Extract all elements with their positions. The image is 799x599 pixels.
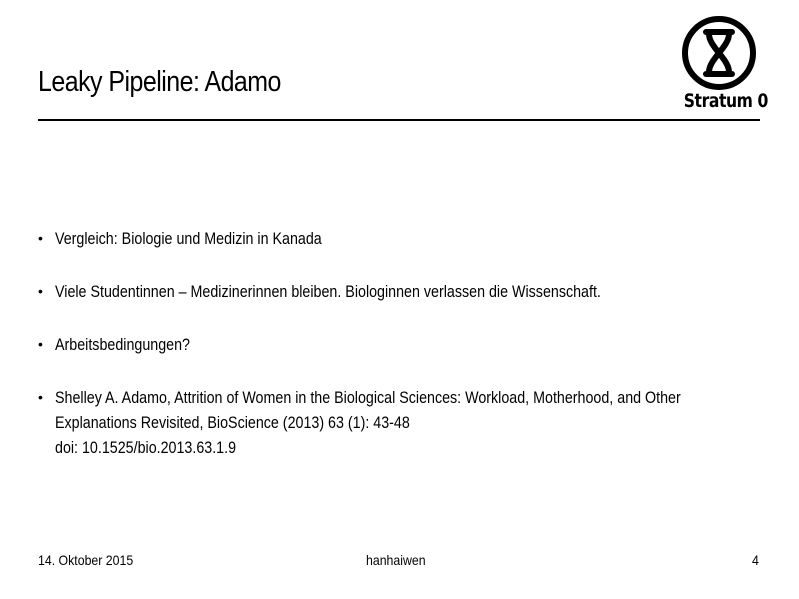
bullet-item-citation (38, 385, 768, 460)
bullet-item (38, 226, 768, 251)
bullet-item (38, 332, 768, 357)
bullet-text: Vergleich: Biologie und Medizin in Kanada (55, 229, 322, 248)
bullet-text: Viele Studentinnen – Medizinerinnen bleiben. Biologinnen verlassen die Wissenschaft. (55, 282, 601, 301)
bullet-marker: • (38, 389, 43, 405)
footer-date: 14. Oktober 2015 (38, 552, 134, 568)
stratum0-logo (676, 14, 768, 118)
bullet-marker: • (38, 230, 43, 246)
bullet-marker: • (38, 283, 43, 299)
logo-text: Stratum 0 (683, 90, 768, 112)
footer-author: hanhaiwen (366, 552, 426, 568)
footer-page-number: 4 (752, 552, 759, 568)
citation-line: Explanations Revisited, BioScience (2013) 63 (1): 43-48 (55, 413, 410, 432)
slide-title: Leaky Pipeline: Adamo (38, 66, 281, 98)
bullet-list (38, 226, 768, 488)
title-divider (38, 119, 760, 121)
bullet-marker: • (38, 336, 43, 352)
hourglass-logo-icon (680, 14, 758, 92)
citation-line: Shelley A. Adamo, Attrition of Women in the Biological Sciences: Workload, Motherhood, and Other (55, 388, 681, 407)
citation-doi: doi: 10.1525/bio.2013.63.1.9 (55, 438, 237, 457)
bullet-text: Arbeitsbedingungen? (55, 335, 190, 354)
bullet-item (38, 279, 768, 304)
